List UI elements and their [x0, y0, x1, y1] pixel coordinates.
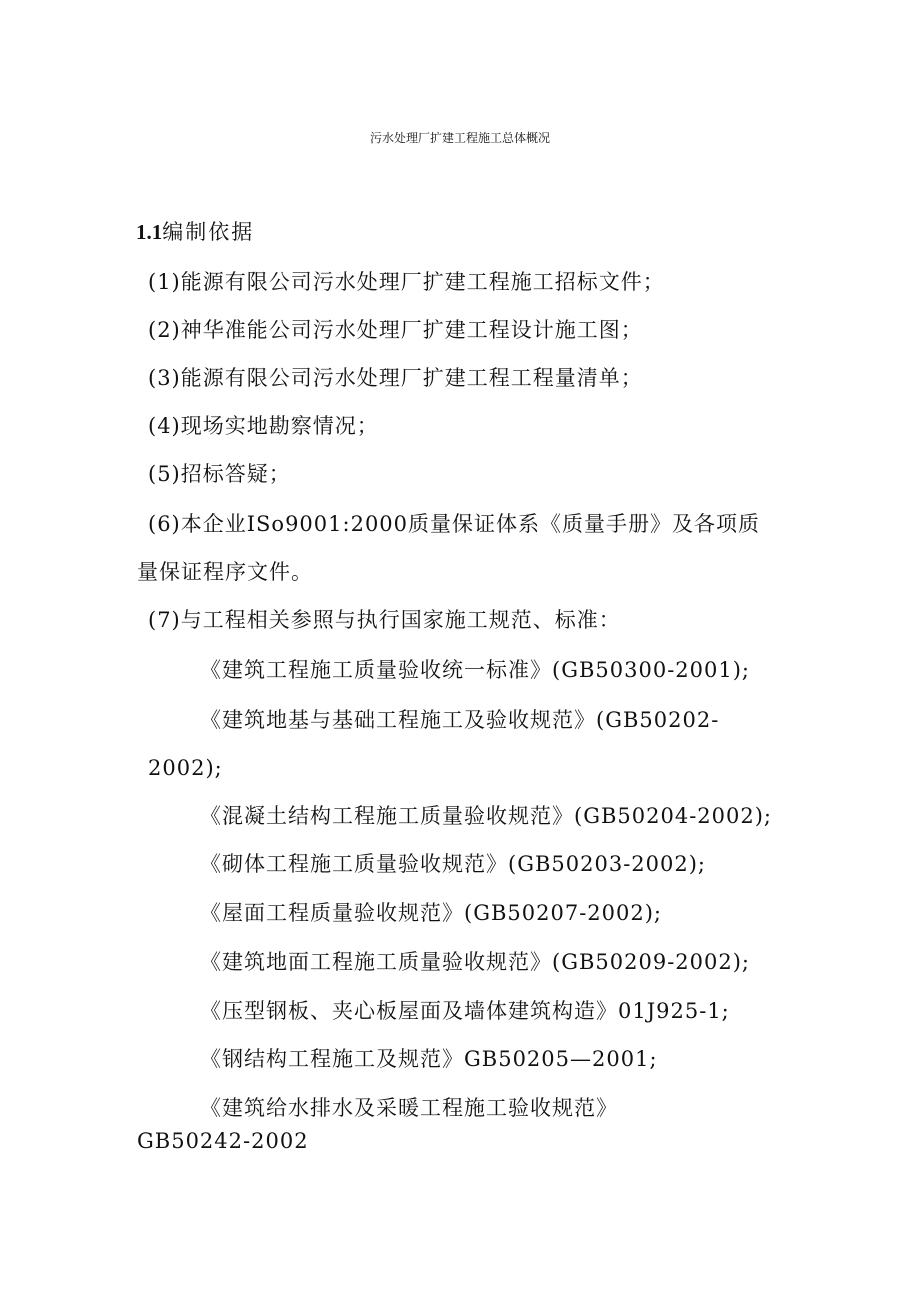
basis-item-7: (7)与工程相关参照与执行国家施工规范、标准： [148, 608, 621, 632]
section-heading-text: 编制依据 [162, 220, 255, 244]
standard-item: 《砌体工程施工质量验收规范》(GB50203-2002); [200, 852, 707, 876]
standard-item: 《混凝土结构工程施工质量验收规范》(GB50204-2002); [200, 804, 773, 828]
standard-item: 《压型钢板、夹心板屋面及墙体建筑构造》01J925-1; [200, 999, 730, 1023]
standard-item-continued: GB50242-2002 [137, 1129, 309, 1153]
standard-item: 《建筑给水排水及采暖工程施工验收规范》 [200, 1096, 618, 1120]
standard-item: 《建筑地面工程施工质量验收规范》(GB50209-2002); [200, 950, 751, 974]
basis-item-6-continued: 量保证程序文件。 [137, 560, 313, 584]
basis-item-1: (1)能源有限公司污水处理厂扩建工程施工招标文件； [148, 270, 665, 294]
standard-item: 《钢结构工程施工及规范》GB50205—2001; [200, 1047, 658, 1071]
standard-item: 《屋面工程质量验收规范》(GB50207-2002); [200, 901, 663, 925]
basis-item-3: (3)能源有限公司污水处理厂扩建工程工程量清单； [148, 366, 643, 390]
basis-item-2: (2)神华准能公司污水处理厂扩建工程设计施工图； [148, 318, 643, 342]
basis-item-4: (4)现场实地勘察情况； [148, 414, 379, 438]
section-heading [136, 217, 254, 247]
basis-item-5: (5)招标答疑； [148, 462, 291, 486]
section-number: 1.1 [136, 220, 163, 244]
document-title: 污水处理厂扩建工程施工总体概况 [369, 131, 550, 145]
standard-item: 《建筑工程施工质量验收统一标准》(GB50300-2001); [200, 658, 751, 682]
standard-item-continued: 2002); [148, 756, 223, 780]
standard-item: 《建筑地基与基础工程施工及验收规范》(GB50202- [200, 708, 720, 732]
basis-item-6: (6)本企业ISo9001:2000质量保证体系《质量手册》及各项质 [148, 512, 761, 536]
